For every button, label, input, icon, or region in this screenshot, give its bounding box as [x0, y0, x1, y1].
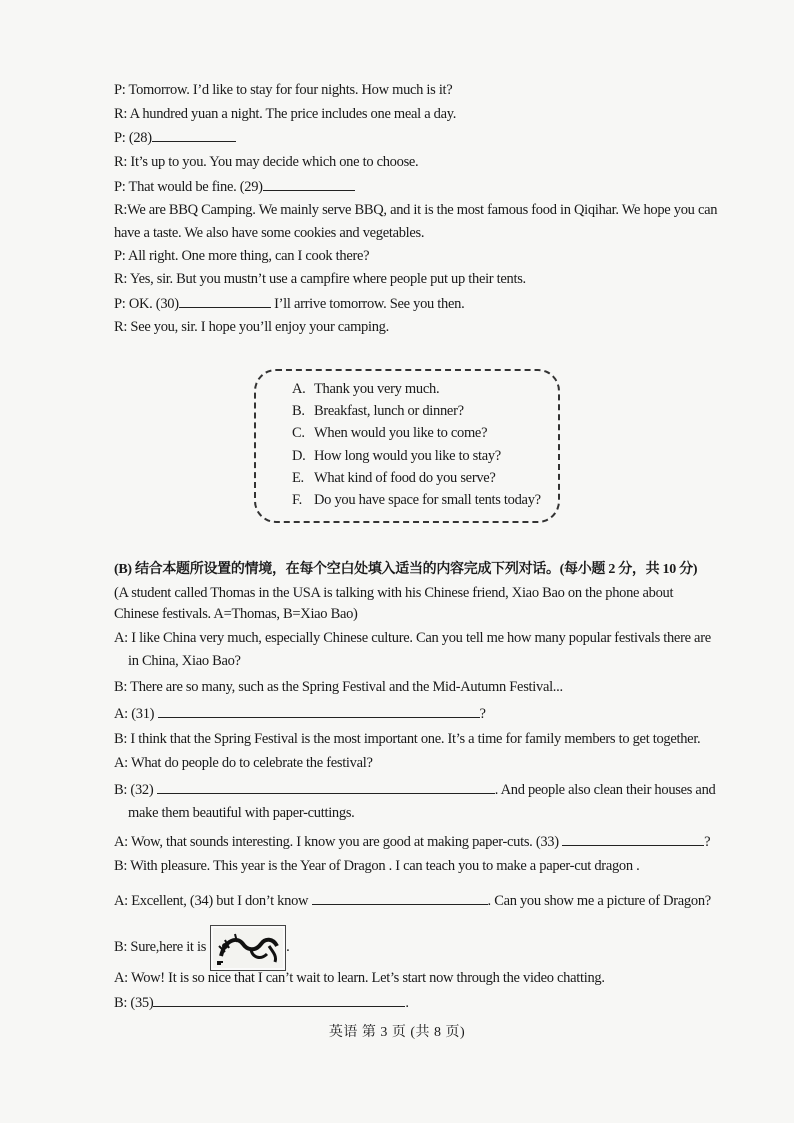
answer-blank-30[interactable] — [179, 293, 271, 308]
dialogue-text: A: Excellent, (34) but I don’t know — [114, 893, 309, 909]
dialogue-line: B: I think that the Spring Festival is the most important one. It’s a time for family members to get together. — [114, 731, 701, 747]
answer-blank-35[interactable] — [153, 992, 405, 1007]
period: . — [405, 995, 409, 1011]
answer-blank-31[interactable] — [158, 703, 480, 718]
option-item — [292, 381, 439, 398]
dialogue-line — [114, 992, 409, 1013]
period: . — [286, 939, 290, 955]
answer-blank-28[interactable] — [152, 127, 236, 142]
dialogue-line: make them beautiful with paper-cuttings. — [128, 805, 355, 821]
question-mark: ? — [704, 834, 711, 850]
dialogue-line — [114, 890, 711, 911]
dialogue-line — [114, 779, 715, 800]
option-key: D. — [292, 448, 306, 464]
dialogue-line: R: A hundred yuan a night. The price includes one meal a day. — [114, 106, 457, 122]
dragon-icon — [211, 926, 285, 970]
dialogue-line: R: See you, sir. I hope you’ll enjoy your camping. — [114, 319, 389, 335]
dialogue-text: B: (35) — [114, 995, 154, 1011]
dialogue-line — [114, 924, 289, 971]
dialogue-line: B: With pleasure. This year is the Year of Dragon . I can teach you to make a paper-cut dragon . — [114, 858, 640, 874]
option-item — [292, 470, 496, 487]
section-b-intro: (A student called Thomas in the USA is talking with his Chinese friend, Xiao Bao on the phone about Chinese festivals. A=Thomas, B=Xiao Bao) — [114, 585, 674, 622]
option-key: A. — [292, 381, 306, 397]
option-item — [292, 492, 541, 509]
option-item — [292, 403, 464, 420]
dialogue-text: P: (28) — [114, 130, 152, 146]
option-key: B. — [292, 403, 305, 419]
option-item — [292, 425, 487, 442]
dialogue-text: B: Sure,here it is — [114, 939, 207, 955]
option-text: How long would you like to stay? — [314, 448, 501, 464]
dialogue-text: A: Wow, that sounds interesting. I know you are good at making paper-cuts. (33) — [114, 834, 559, 850]
dialogue-line — [114, 127, 236, 148]
dialogue-text: . Can you show me a picture of Dragon? — [487, 893, 711, 909]
answer-blank-33[interactable] — [562, 831, 704, 846]
dialogue-line: B: There are so many, such as the Spring Festival and the Mid-Autumn Festival... — [114, 679, 563, 695]
option-text: Breakfast, lunch or dinner? — [314, 403, 464, 419]
answer-blank-32[interactable] — [157, 779, 495, 794]
page-footer: 英语 第 3 页 (共 8 页) — [328, 1025, 466, 1040]
question-mark: ? — [479, 706, 486, 722]
dialogue-line: A: What do people do to celebrate the festival? — [114, 755, 373, 771]
option-text: When would you like to come? — [314, 425, 488, 441]
dialogue-line: A: Wow! It is so nice that I can’t wait to learn. Let’s start now through the video chatting. — [114, 970, 605, 986]
dialogue-line — [114, 831, 710, 852]
option-key: C. — [292, 425, 305, 441]
dragon-papercut-image — [210, 925, 286, 971]
answer-blank-34[interactable] — [312, 890, 488, 905]
dialogue-line: R:We are BBQ Camping. We mainly serve BBQ, and it is the most famous food in Qiqihar. We hope you can have a taste. We also have some cookies and vegetables. — [114, 202, 718, 241]
answer-blank-29[interactable] — [263, 176, 355, 191]
dialogue-line — [114, 703, 486, 724]
dialogue-text: I’ll arrive tomorrow. See you then. — [274, 296, 465, 312]
dialogue-line: A: I like China very much, especially Chinese culture. Can you tell me how many popular festivals there are — [114, 630, 711, 646]
dialogue-text: P: OK. (30) — [114, 296, 179, 312]
dialogue-line — [114, 176, 355, 197]
option-text: What kind of food do you serve? — [314, 470, 496, 486]
dialogue-line: in China, Xiao Bao? — [128, 653, 241, 669]
option-item — [292, 448, 501, 465]
option-text: Thank you very much. — [314, 381, 440, 397]
dialogue-line: R: Yes, sir. But you mustn’t use a campfire where people put up their tents. — [114, 271, 526, 287]
dialogue-line: P: All right. One more thing, can I cook there? — [114, 248, 370, 264]
options-box — [254, 369, 560, 523]
dialogue-line: R: It’s up to you. You may decide which one to choose. — [114, 154, 419, 170]
dialogue-line: P: Tomorrow. I’d like to stay for four nights. How much is it? — [114, 82, 453, 98]
dialogue-text: . And people also clean their houses and — [494, 782, 716, 798]
option-text: Do you have space for small tents today? — [314, 492, 541, 508]
dialogue-text: B: (32) — [114, 782, 154, 798]
dialogue-text: A: (31) — [114, 706, 155, 722]
dialogue-line — [114, 293, 464, 314]
option-key: E. — [292, 470, 304, 486]
option-key: F. — [292, 492, 302, 508]
dialogue-text: P: That would be fine. (29) — [114, 179, 263, 195]
section-b-heading: (B) 结合本题所设置的情境，在每个空白处填入适当的内容完成下列对话。(每小题 2 分，共 10 分) — [114, 562, 698, 577]
